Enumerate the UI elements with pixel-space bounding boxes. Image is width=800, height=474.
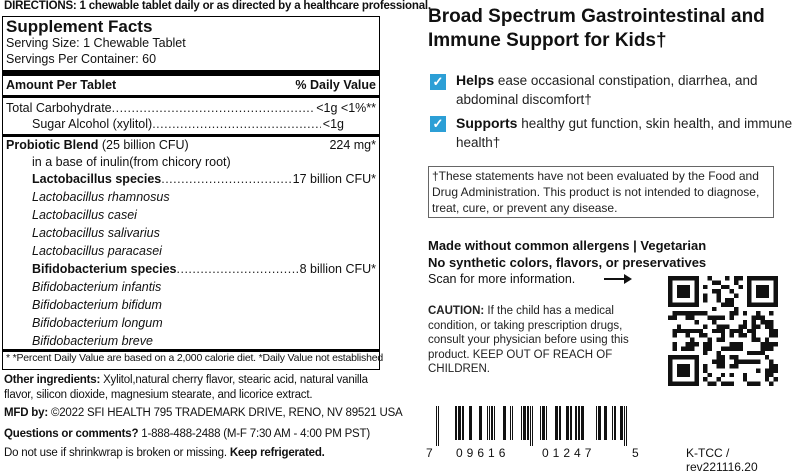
- other-ingredients-text: Xylitol,natural cherry flavor, stearic acid, natural vanilla: [100, 374, 368, 386]
- thick-rule: [3, 70, 379, 76]
- benefit-bold: Supports: [456, 115, 518, 131]
- benefit-text: ease occasional constipation, diarrhea, and abdominal discomfort†: [456, 73, 758, 107]
- arrow-right-icon: [604, 278, 626, 280]
- servings-per-container: Servings Per Container: 60: [6, 52, 157, 66]
- sugar-alcohol-label: Sugar Alcohol (xylitol): [32, 117, 153, 131]
- strain-item: Lactobacillus salivarius: [32, 226, 160, 240]
- other-ingredients-label: Other ingredients:: [4, 374, 101, 386]
- supplement-facts-title: Supplement Facts: [6, 17, 153, 36]
- sugar-alcohol-row: [32, 117, 344, 131]
- barcode-digit-right: 5: [632, 446, 639, 460]
- questions-text: 1-888-488-2488 (M-F 7:30 AM - 4:00 PM PST): [138, 428, 370, 440]
- caution-body: If the child has a medical condition, or taking prescription drugs, consult your physician before using this product. KEEP OUT OF REACH OF CHILDREN.: [428, 305, 629, 375]
- shrinkwrap-text: Do not use if shrinkwrap is broken or missing.: [4, 447, 230, 459]
- checkmark-icon: ✓: [430, 74, 446, 90]
- bifidobacterium-row: [32, 262, 376, 276]
- total-carb-label: Total Carbohydrate: [6, 101, 112, 115]
- strain-item: Lactobacillus casei: [32, 208, 137, 222]
- other-ingredients-line2: flavor, silicon dioxide, magnesium stearate, and licorice extract.: [4, 389, 313, 401]
- mfd-line: [4, 407, 403, 419]
- total-carb-value: <1g <1%**: [316, 101, 376, 115]
- probiotic-label: Probiotic Blend: [6, 138, 99, 152]
- probiotic-row: [6, 138, 376, 152]
- strain-item: Bifidobacterium longum: [32, 316, 163, 330]
- strain-item: Lactobacillus rhamnosus: [32, 190, 170, 204]
- product-code: K-TCC / rev221116.20: [686, 446, 758, 474]
- shrinkwrap-line: [4, 447, 325, 459]
- amount-per-tablet-label: Amount Per Tablet: [6, 78, 117, 92]
- daily-value-label: % Daily Value: [295, 78, 376, 92]
- amount-header: [6, 78, 376, 92]
- allergen-line-2: No synthetic colors, flavors, or preservatives: [428, 255, 707, 270]
- benefit-bold: Helps: [456, 72, 495, 88]
- serving-size: Serving Size: 1 Chewable Tablet: [6, 36, 186, 50]
- medium-rule-2: [3, 134, 379, 137]
- other-ingredients-line1: [4, 374, 368, 386]
- lactobacillus-label: Lactobacillus species: [32, 172, 162, 186]
- refrigerate-text: Keep refrigerated.: [229, 447, 325, 459]
- directions-text: DIRECTIONS: 1 chewable tablet daily or as directed by a healthcare professional.: [4, 0, 431, 12]
- allergen-line-1: Made without common allergens | Vegetarian: [428, 238, 707, 253]
- strain-item: Bifidobacterium infantis: [32, 280, 162, 294]
- strain-item: Bifidobacterium breve: [32, 334, 153, 348]
- checkmark-icon: ✓: [430, 116, 446, 132]
- total-carb-row: [6, 101, 376, 115]
- barcode-group-1: 09616: [456, 446, 510, 460]
- inulin-base: in a base of inulin(from chicory root): [32, 155, 231, 169]
- mfd-label: MFD by:: [4, 407, 48, 419]
- fda-disclaimer: †These statements have not been evaluated by the Food and Drug Administration. This product is not intended to diagnose, treat, cure, or prevent any disease.: [432, 169, 760, 215]
- lactobacillus-value: 17 billion CFU*: [292, 172, 376, 186]
- benefit-text: healthy gut function, skin health, and immune health†: [456, 116, 793, 150]
- scan-text: Scan for more information.: [428, 272, 576, 286]
- medium-rule: [3, 95, 379, 98]
- caution-text: [428, 304, 648, 377]
- caution-label: CAUTION:: [428, 305, 485, 317]
- barcode-digit-left: 7: [426, 446, 433, 460]
- headline: Broad Spectrum Gastrointestinal and Immune Support for Kids†: [428, 6, 765, 51]
- sugar-alcohol-value: <1g: [322, 117, 344, 131]
- strain-item: Lactobacillus paracasei: [32, 244, 162, 258]
- barcode-icon: [436, 406, 628, 446]
- probiotic-cfu: (25 billion CFU): [98, 138, 189, 152]
- mfd-text: ©2022 SFI HEALTH 795 TRADEMARK DRIVE, RENO, NV 89521 USA: [47, 407, 403, 419]
- bifidobacterium-label: Bifidobacterium species: [32, 262, 177, 276]
- barcode-group-2: 01247: [542, 446, 596, 460]
- benefit-item: [456, 114, 796, 152]
- benefit-item: [456, 71, 796, 109]
- lactobacillus-row: [32, 172, 376, 186]
- strain-item: Bifidobacterium bifidum: [32, 298, 162, 312]
- questions-label: Questions or comments?: [4, 428, 139, 440]
- qr-code-icon[interactable]: [668, 276, 778, 386]
- bifidobacterium-value: 8 billion CFU*: [299, 262, 376, 276]
- sf-footnote: * *Percent Daily Value are based on a 2,000 calorie diet. *Daily Value not established: [6, 352, 383, 364]
- questions-line: [4, 428, 370, 440]
- probiotic-value: 224 mg*: [329, 138, 376, 152]
